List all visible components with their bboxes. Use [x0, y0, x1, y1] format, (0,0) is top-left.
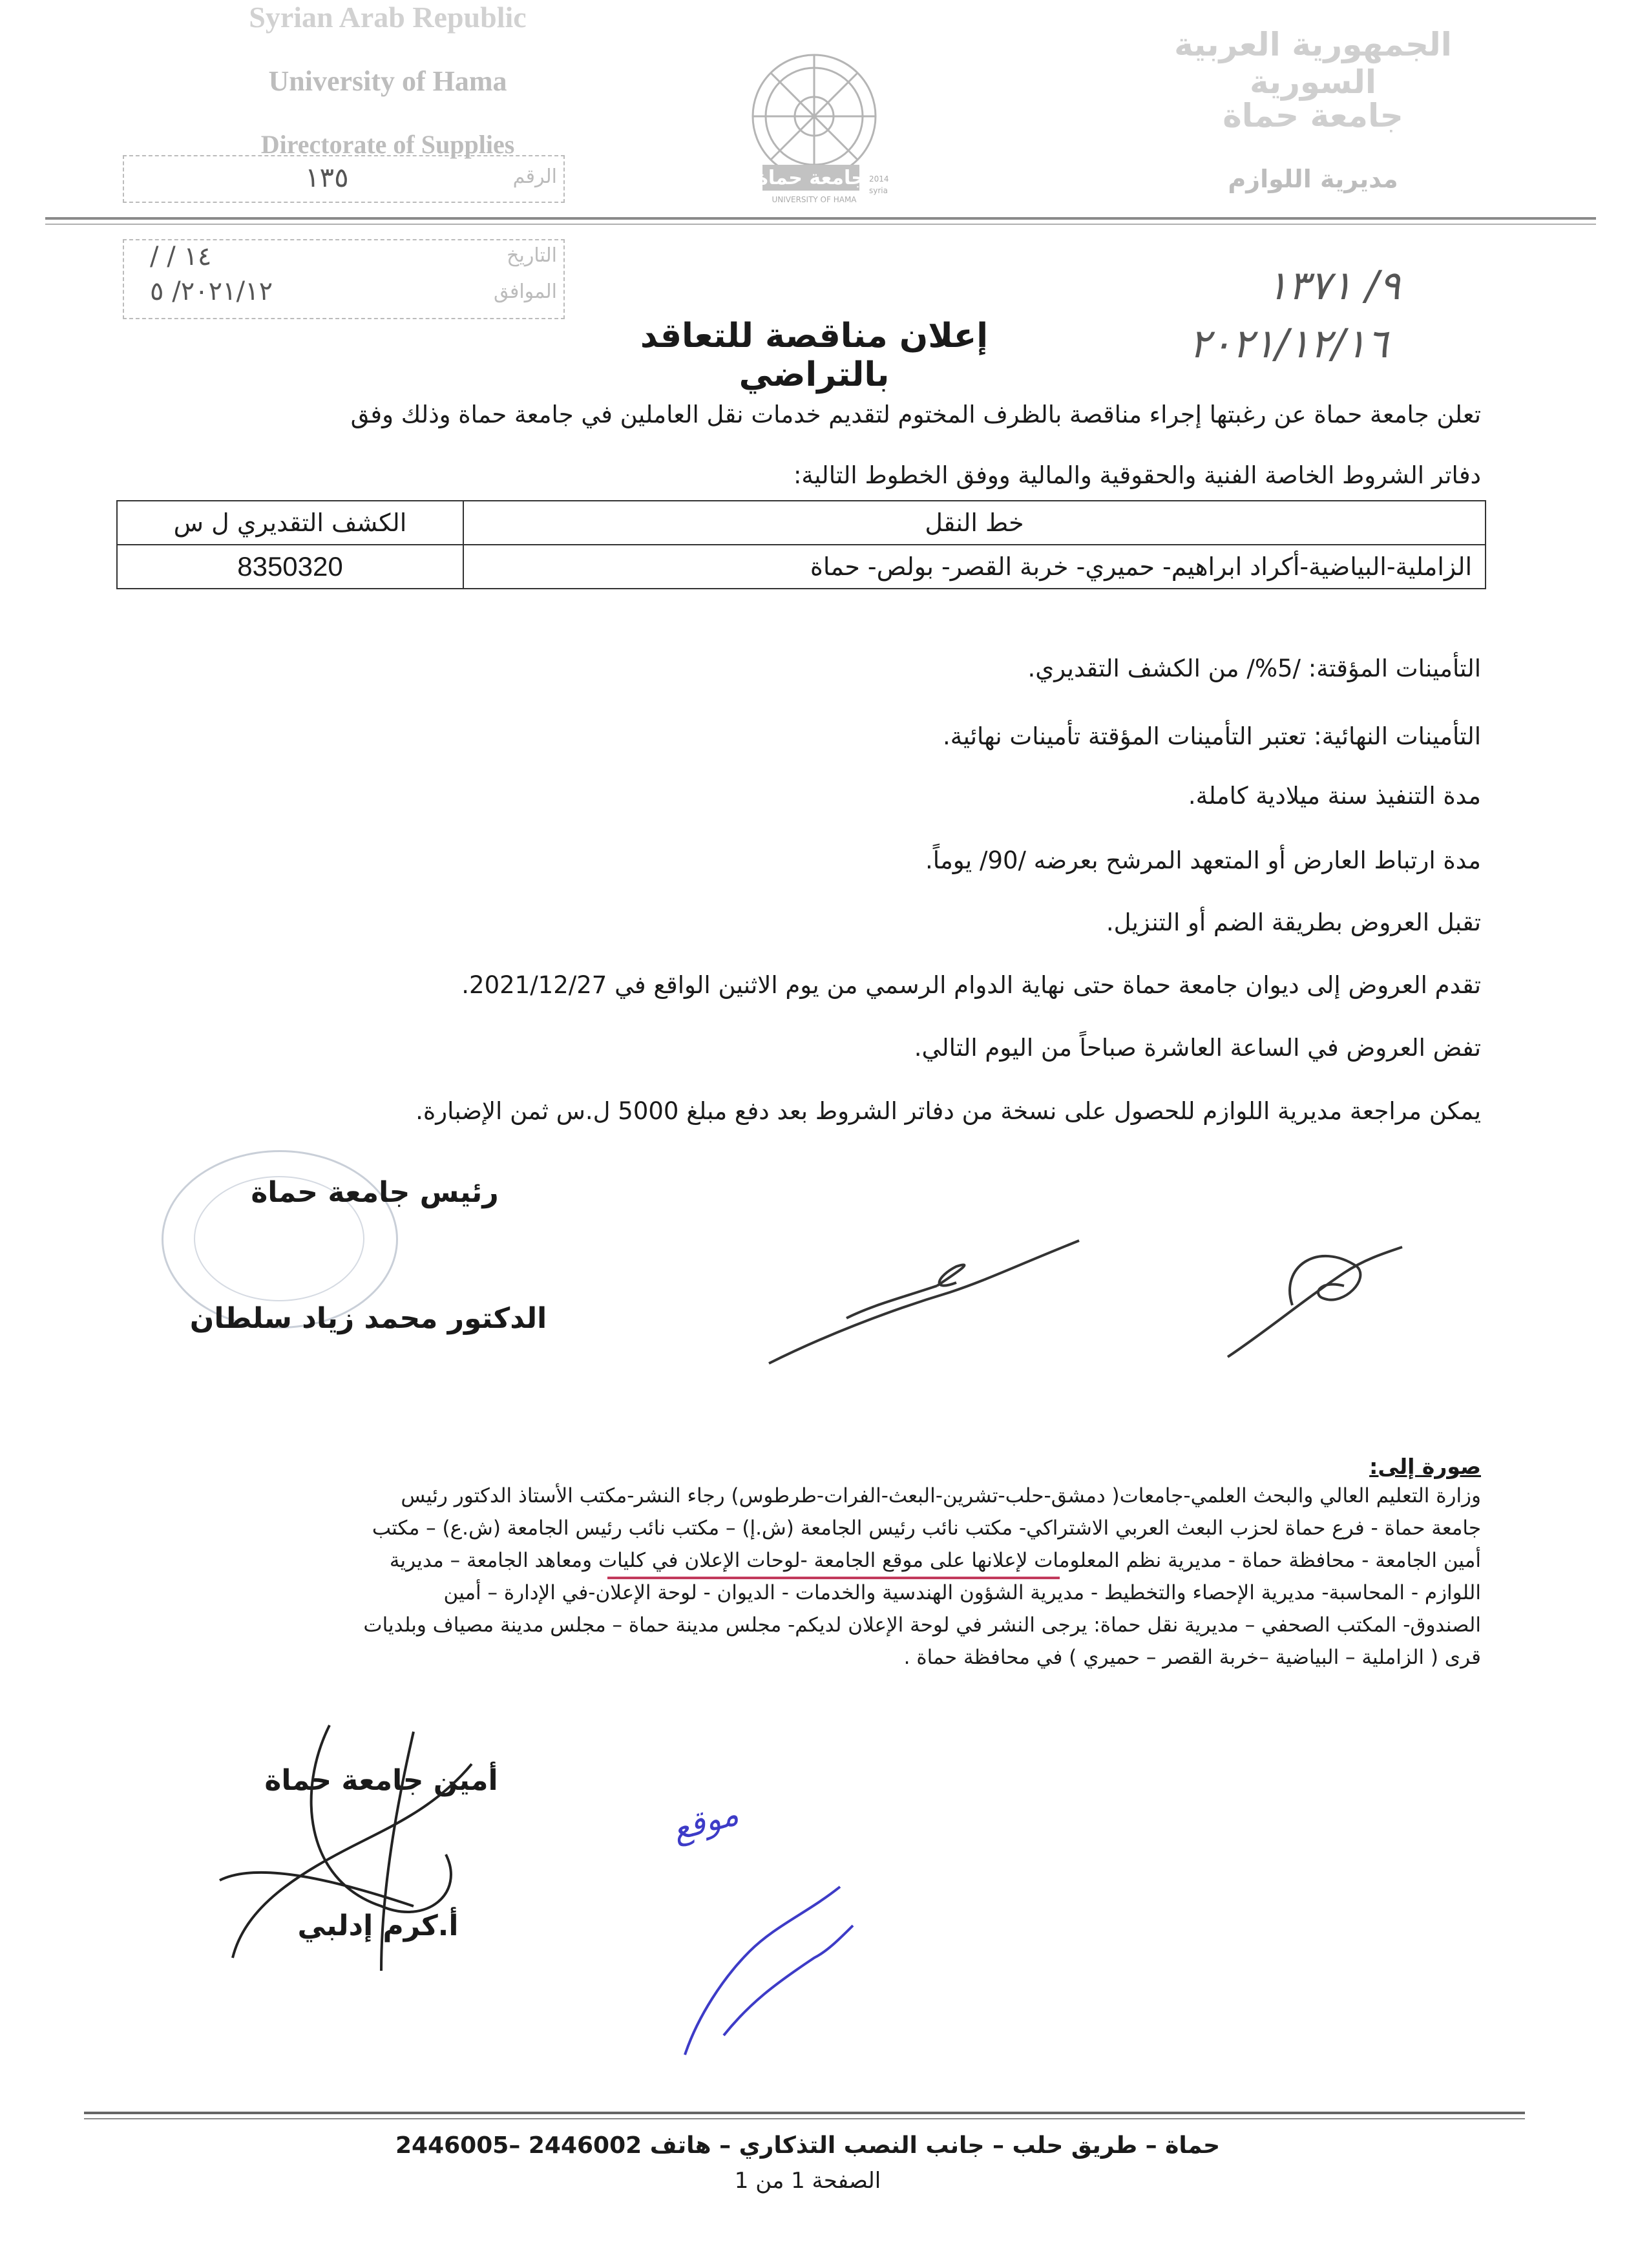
- handwritten-note: موقع: [668, 1794, 742, 1849]
- president-name: الدكتور محمد زياد سلطان: [189, 1302, 547, 1335]
- table-header-row: [117, 501, 1486, 545]
- ref-number-value: ١٣٥: [305, 162, 349, 193]
- date-value: / / ١٤: [150, 242, 212, 271]
- term-duration: مدة التنفيذ سنة ميلادية كاملة.: [1188, 782, 1481, 810]
- estimate-value: 8350320: [117, 545, 463, 589]
- intro-line-1: تعلن جامعة حماة عن رغبتها إجراء مناقصة بالظرف المختوم لتقديم خدمات نقل العاملين في جامعة حماة وذلك وفق: [350, 401, 1481, 428]
- footer-address: حماة – طريق حلب – جانب النصب التذكاري – هاتف 2446002 –2446005: [395, 2132, 1221, 2159]
- footer-divider-thin: [84, 2118, 1525, 2119]
- secretary-signature: [168, 1712, 556, 1984]
- reference-box: [123, 155, 565, 203]
- cc-label: صورة إلى:: [1369, 1454, 1481, 1479]
- term-provisional-insurance: التأمينات المؤقتة: /5%/ من الكشف التقديري.: [1027, 655, 1481, 682]
- blue-ink-signature: [646, 1861, 879, 2068]
- logo-text-ar: جامعة حماة: [757, 167, 865, 189]
- intro-line-2: دفاتر الشروط الخاصة الفنية والحقوقية والمالية ووفق الخطوط التالية:: [793, 461, 1481, 489]
- cc-line-1: وزارة التعليم العالي والبحث العلمي-جامعات( دمشق-حلب-تشرين-البعث-الفرات-طرطوس) رجاء النشر-مكتب الأستاذ الدكتور رئيس: [401, 1484, 1481, 1507]
- date-box: [123, 239, 565, 319]
- ref-number-label: الرقم: [512, 165, 557, 188]
- tender-table: [116, 500, 1486, 589]
- logo-country: syria: [869, 186, 888, 195]
- col-header-line: خط النقل: [463, 501, 1486, 545]
- col-header-estimate: الكشف التقديري ل س: [117, 501, 463, 545]
- term-final-insurance: التأمينات النهائية: تعتبر التأمينات المؤقتة تأمينات نهائية.: [942, 722, 1481, 750]
- header-divider: [45, 217, 1596, 220]
- term-submission-deadline: تقدم العروض إلى ديوان جامعة حماة حتى نهاية الدوام الرسمي من يوم الاثنين الواقع في 2021/12/27.: [461, 971, 1481, 999]
- president-signature: [743, 1215, 1118, 1383]
- date-gregorian-label: الموافق: [493, 280, 557, 303]
- page-title: إعلان مناقصة للتعاقد بالتراضي: [640, 317, 989, 394]
- secretary-title: أمين جامعة حماة: [264, 1764, 498, 1797]
- header-ar-university: جامعة حماة: [1223, 97, 1403, 134]
- president-title: رئيس جامعة حماة: [251, 1176, 499, 1209]
- header-ar-directorate: مديرية اللوازم: [1228, 165, 1398, 193]
- cc-line-6: قرى ( الزاملية – البياضية –خربة القصر – حميري ) في محافظة حماة .: [903, 1646, 1481, 1669]
- logo-year: 2014: [869, 174, 889, 184]
- date-label: التاريخ: [507, 244, 557, 267]
- term-opening-time: تفض العروض في الساعة العاشرة صباحاً من اليوم التالي.: [914, 1034, 1481, 1062]
- term-offers-method: تقبل العروض بطريقة الضم أو التنزيل.: [1106, 908, 1481, 936]
- header-ar-country: الجمهورية العربية السورية: [1174, 26, 1452, 101]
- term-commitment: مدة ارتباط العارض أو المتعهد المرشح بعرضه /90/ يوماً.: [925, 846, 1481, 874]
- handwritten-date: ٢٠٢١/١٢/١٦: [1189, 320, 1389, 367]
- footer-divider: [84, 2112, 1525, 2114]
- secondary-signature: [1215, 1228, 1422, 1376]
- cc-line-5: الصندوق- المكتب الصحفي – مديرية نقل حماة: يرجى النشر في لوحة الإعلان لديكم- مجلس مدينة حماة – مجلس مدينة مصياف وبلديات: [363, 1613, 1481, 1637]
- table-row: [117, 545, 1486, 589]
- header-en-university: University of Hama: [268, 65, 507, 97]
- cc-line-4: اللوازم - المحاسبة- مديرية الإحصاء والتخطيط - مديرية الشؤون الهندسية والخدمات - الديوان - لوحة الإعلان-في الإدارة – أمين: [443, 1581, 1481, 1604]
- logo-text-en: UNIVERSITY OF HAMA: [772, 195, 857, 204]
- transport-line: الزاملية-البياضية-أكراد ابراهيم- حميري- خربة القصر- بولص- حماة: [463, 545, 1486, 589]
- date-gregorian-value: ٢٠٢١/١٢/ ٥: [150, 277, 273, 306]
- university-logo: [737, 45, 911, 213]
- header-divider-thin: [45, 224, 1596, 225]
- header-en-directorate: Directorate of Supplies: [260, 130, 515, 159]
- cc-line-2: جامعة حماة - فرع حماة لحزب البعث العربي الاشتراكي- مكتب نائب رئيس الجامعة (ش.إ) – مكتب نائب رئيس الجامعة (ش.ع) – مكتب: [372, 1517, 1481, 1540]
- cc-line-3: أمين الجامعة - محافظة حماة - مديرية نظم المعلومات لإعلانها على موقع الجامعة -لوحات الإعلان في كليات ومعاهد الجامعة – مديرية: [389, 1549, 1481, 1572]
- header-en-country: Syrian Arab Republic: [249, 1, 527, 34]
- secretary-name: أ.كرم إدلبي: [297, 1909, 459, 1942]
- footer-page-number: الصفحة 1 من 1: [734, 2168, 881, 2194]
- handwritten-reference: ٩/ ١٣٧١: [1266, 262, 1401, 309]
- term-specs-fee: يمكن مراجعة مديرية اللوازم للحصول على نسخة من دفاتر الشروط بعد دفع مبلغ 5000 ل.س ثمن الإضبارة.: [415, 1097, 1481, 1125]
